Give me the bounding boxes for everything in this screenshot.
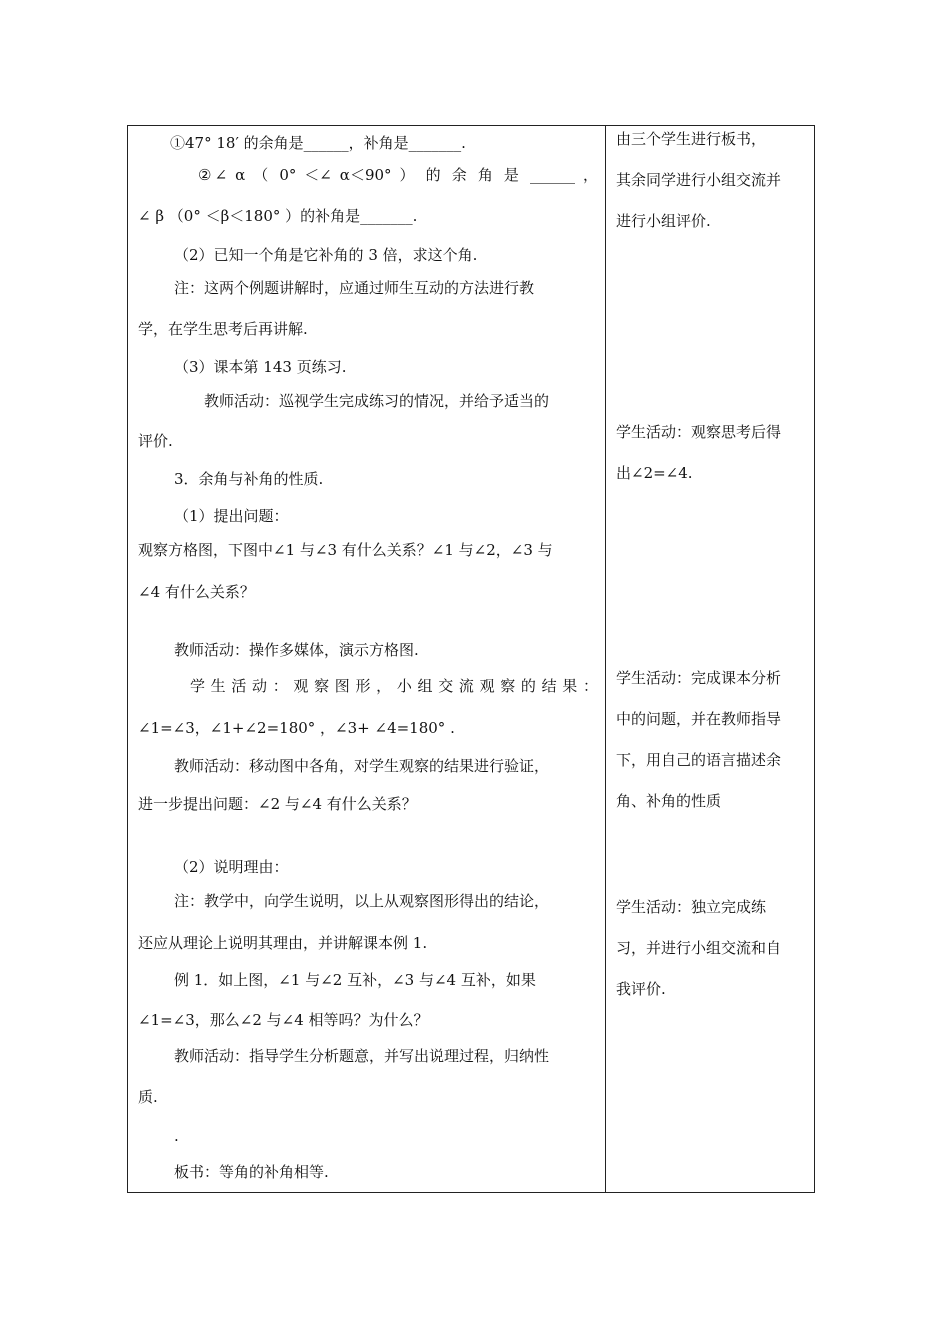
right-line: 学生活动：独立完成练	[616, 898, 767, 916]
right-line: 其余同学进行小组交流并	[616, 171, 782, 189]
left-line: ①47° 18′ 的余角是______，补角是_______.	[170, 134, 466, 152]
right-line: 进行小组评价.	[616, 212, 711, 230]
left-line: 教师活动：指导学生分析题意，并写出说理过程，归纳性	[174, 1047, 550, 1065]
left-line: 教师活动：移动图中各角，对学生观察的结果进行验证，	[174, 757, 550, 775]
left-line: （2）说明理由：	[174, 858, 289, 876]
left-line: 板书：等角的补角相等.	[174, 1163, 329, 1181]
right-line: 角、补角的性质	[616, 792, 722, 810]
left-line: 进一步提出问题：∠2 与∠4 有什么关系？	[138, 795, 417, 813]
right-line: 由三个学生进行板书，	[616, 130, 767, 148]
left-line: （2）已知一个角是它补角的 3 倍，求这个角.	[174, 246, 478, 264]
right-line: 中的问题，并在教师指导	[616, 710, 782, 728]
left-line: 还应从理论上说明其理由，并讲解课本例 1.	[138, 934, 428, 952]
left-line: 注：教学中，向学生说明，以上从观察图形得出的结论，	[174, 892, 550, 910]
lesson-table	[127, 125, 815, 1193]
left-line: 质.	[138, 1088, 158, 1106]
left-line: 教师活动：巡视学生完成练习的情况，并给予适当的	[204, 392, 550, 410]
left-line: ∠1=∠3，∠1+∠2=180° ，∠3+ ∠4=180° .	[138, 719, 455, 737]
right-line: 学生活动：完成课本分析	[616, 669, 782, 687]
left-line: ∠ β （0° ＜β＜180° ）的补角是_______.	[138, 207, 418, 225]
right-line: 学生活动：观察思考后得	[616, 423, 782, 441]
column-divider	[605, 126, 606, 1192]
left-line: （1）提出问题：	[174, 507, 289, 525]
left-line: 教师活动：操作多媒体，演示方格图.	[174, 641, 419, 659]
left-line: ∠1=∠3，那么∠2 与∠4 相等吗？为什么？	[138, 1011, 429, 1029]
right-line: 下，用自己的语言描述余	[616, 751, 782, 769]
left-line: 观察方格图，下图中∠1 与∠3 有什么关系？∠1 与∠2，∠3 与	[138, 541, 553, 559]
left-line: 评价.	[138, 432, 173, 450]
left-line: 学 生 活 动 ： 观 察 图 形 ， 小 组 交 流 观 察 的 结 果 ：	[190, 677, 598, 695]
left-line: 注：这两个例题讲解时，应通过师生互动的方法进行教	[174, 279, 535, 297]
right-line: 我评价.	[616, 980, 666, 998]
left-line: （3）课本第 143 页练习.	[174, 358, 347, 376]
left-line: 例 1．如上图，∠1 与∠2 互补，∠3 与∠4 互补，如果	[174, 971, 536, 989]
left-line: .	[174, 1127, 179, 1145]
left-line: ②∠ α （ 0° ＜∠ α＜90° ） 的 余 角 是 ______ ，	[198, 166, 598, 184]
right-line: 习，并进行小组交流和自	[616, 939, 782, 957]
left-line: 学，在学生思考后再讲解.	[138, 320, 308, 338]
right-line: 出∠2=∠4.	[616, 464, 693, 482]
left-line: ∠4 有什么关系？	[138, 583, 255, 601]
left-line: 3．余角与补角的性质.	[174, 470, 324, 488]
